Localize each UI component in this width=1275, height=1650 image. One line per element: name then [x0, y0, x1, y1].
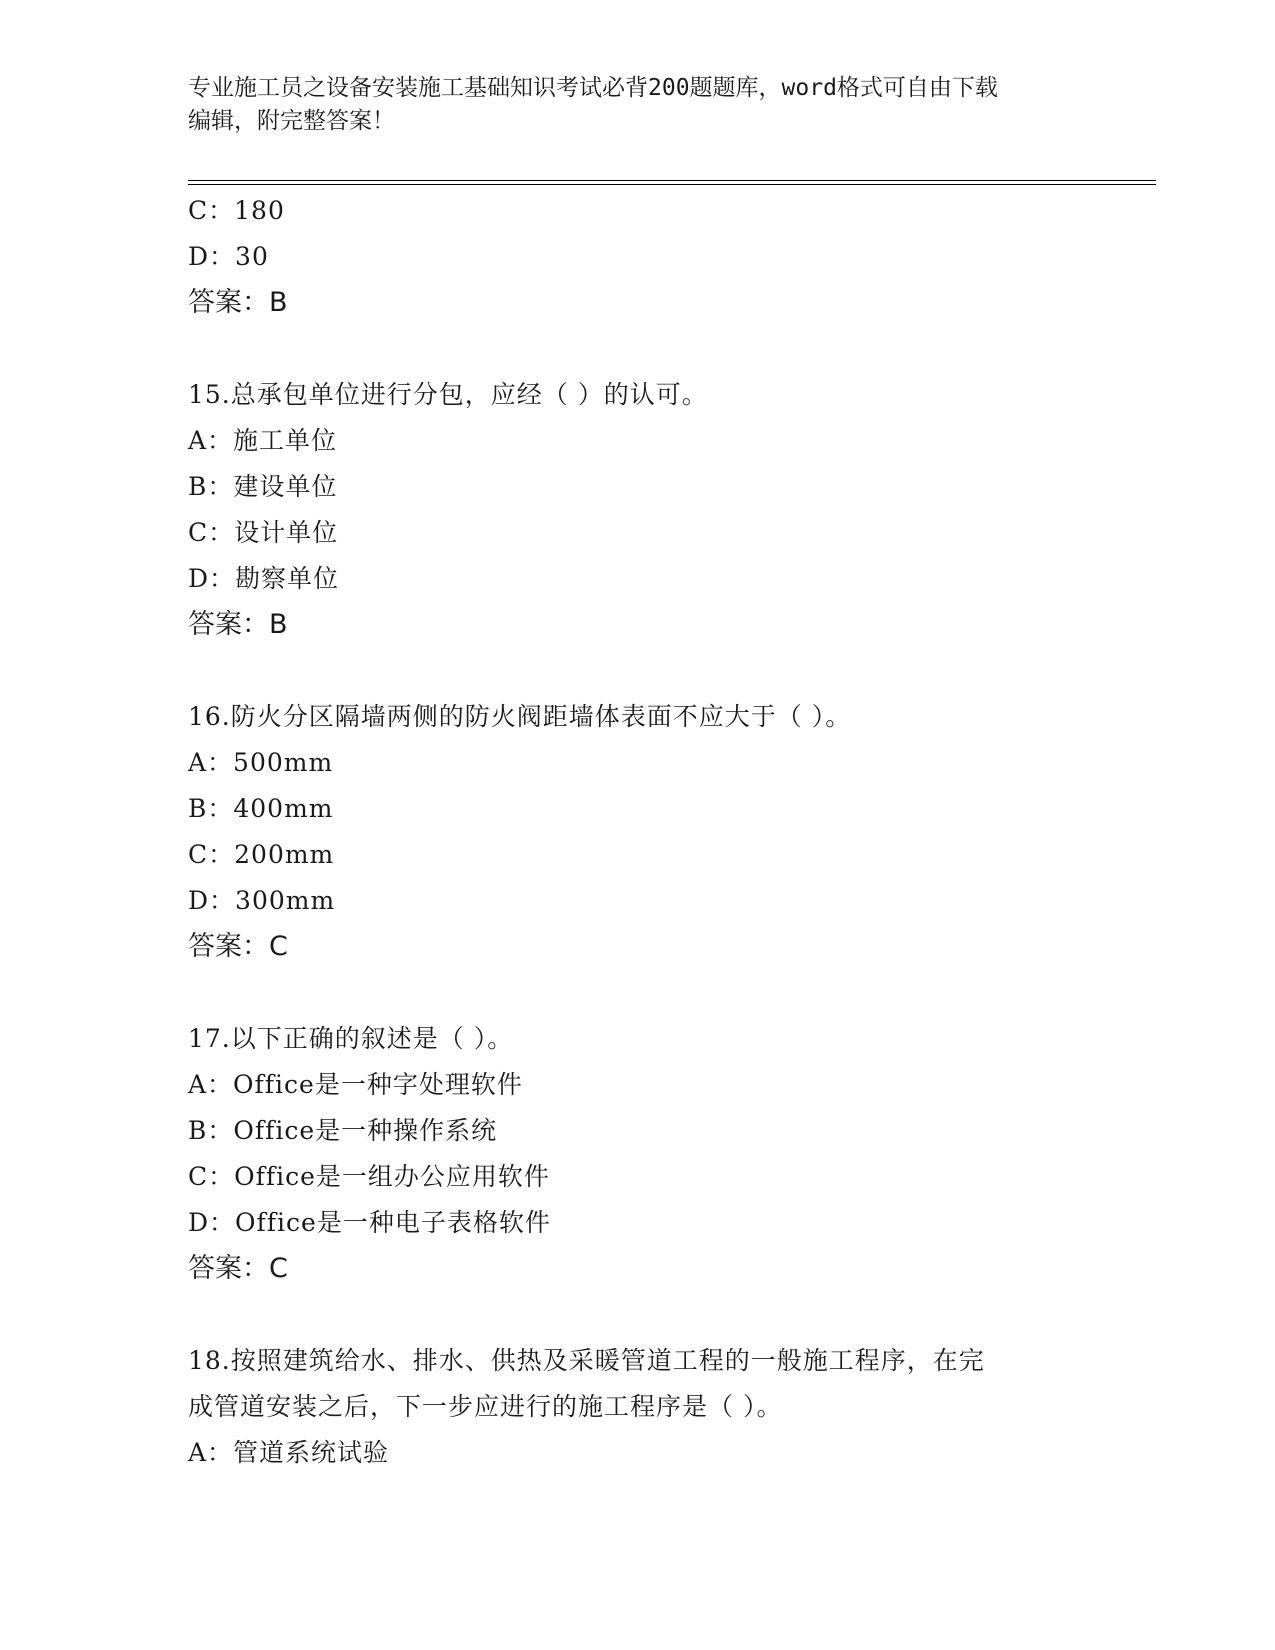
question-17	[188, 1016, 1108, 1292]
question-14-continued	[188, 188, 1108, 326]
answer-line: 答案：C	[188, 931, 288, 962]
option-c: C：180	[188, 196, 285, 225]
header-title-line-2: 编辑，附完整答案！	[188, 108, 395, 134]
option-a: A：施工单位	[188, 426, 338, 455]
header-rule-top	[188, 180, 1156, 181]
question-stem: 17.以下正确的叙述是（ ）。	[188, 1024, 514, 1053]
question-list	[188, 188, 1108, 1476]
spacer	[188, 970, 1108, 1016]
answer-line: 答案：B	[188, 609, 288, 640]
spacer	[188, 648, 1108, 694]
header-title-line-1: 专业施工员之设备安装施工基础知识考试必背200题题库，word格式可自由下载	[188, 75, 998, 101]
option-b: B：400mm	[188, 794, 334, 823]
option-a: A：管道系统试验	[188, 1438, 390, 1467]
option-d: D：30	[188, 242, 269, 271]
option-d: D：勘察单位	[188, 564, 340, 593]
header-rule-bottom	[188, 184, 1156, 185]
document-header	[188, 72, 1078, 138]
question-18	[188, 1338, 1108, 1476]
question-stem: 15.总承包单位进行分包，应经（ ）的认可。	[188, 380, 708, 409]
question-16	[188, 694, 1108, 970]
option-c: C：设计单位	[188, 518, 339, 547]
option-c: C：Office是一组办公应用软件	[188, 1162, 550, 1191]
option-b: B：建设单位	[188, 472, 338, 501]
spacer	[188, 326, 1108, 372]
answer-line: 答案：B	[188, 287, 288, 318]
option-c: C：200mm	[188, 840, 335, 869]
spacer	[188, 1292, 1108, 1338]
question-stem-line-1: 18.按照建筑给水、排水、供热及采暖管道工程的一般施工程序，在完	[188, 1346, 985, 1375]
question-stem-line-2: 成管道安装之后，下一步应进行的施工程序是（ ）。	[188, 1392, 783, 1421]
option-a: A：500mm	[188, 748, 334, 777]
option-d: D：300mm	[188, 886, 336, 915]
question-stem: 16.防火分区隔墙两侧的防火阀距墙体表面不应大于（ ）。	[188, 702, 852, 731]
option-b: B：Office是一种操作系统	[188, 1116, 498, 1145]
option-a: A：Office是一种字处理软件	[188, 1070, 523, 1099]
question-15	[188, 372, 1108, 648]
answer-line: 答案：C	[188, 1253, 288, 1284]
option-d: D：Office是一种电子表格软件	[188, 1208, 551, 1237]
